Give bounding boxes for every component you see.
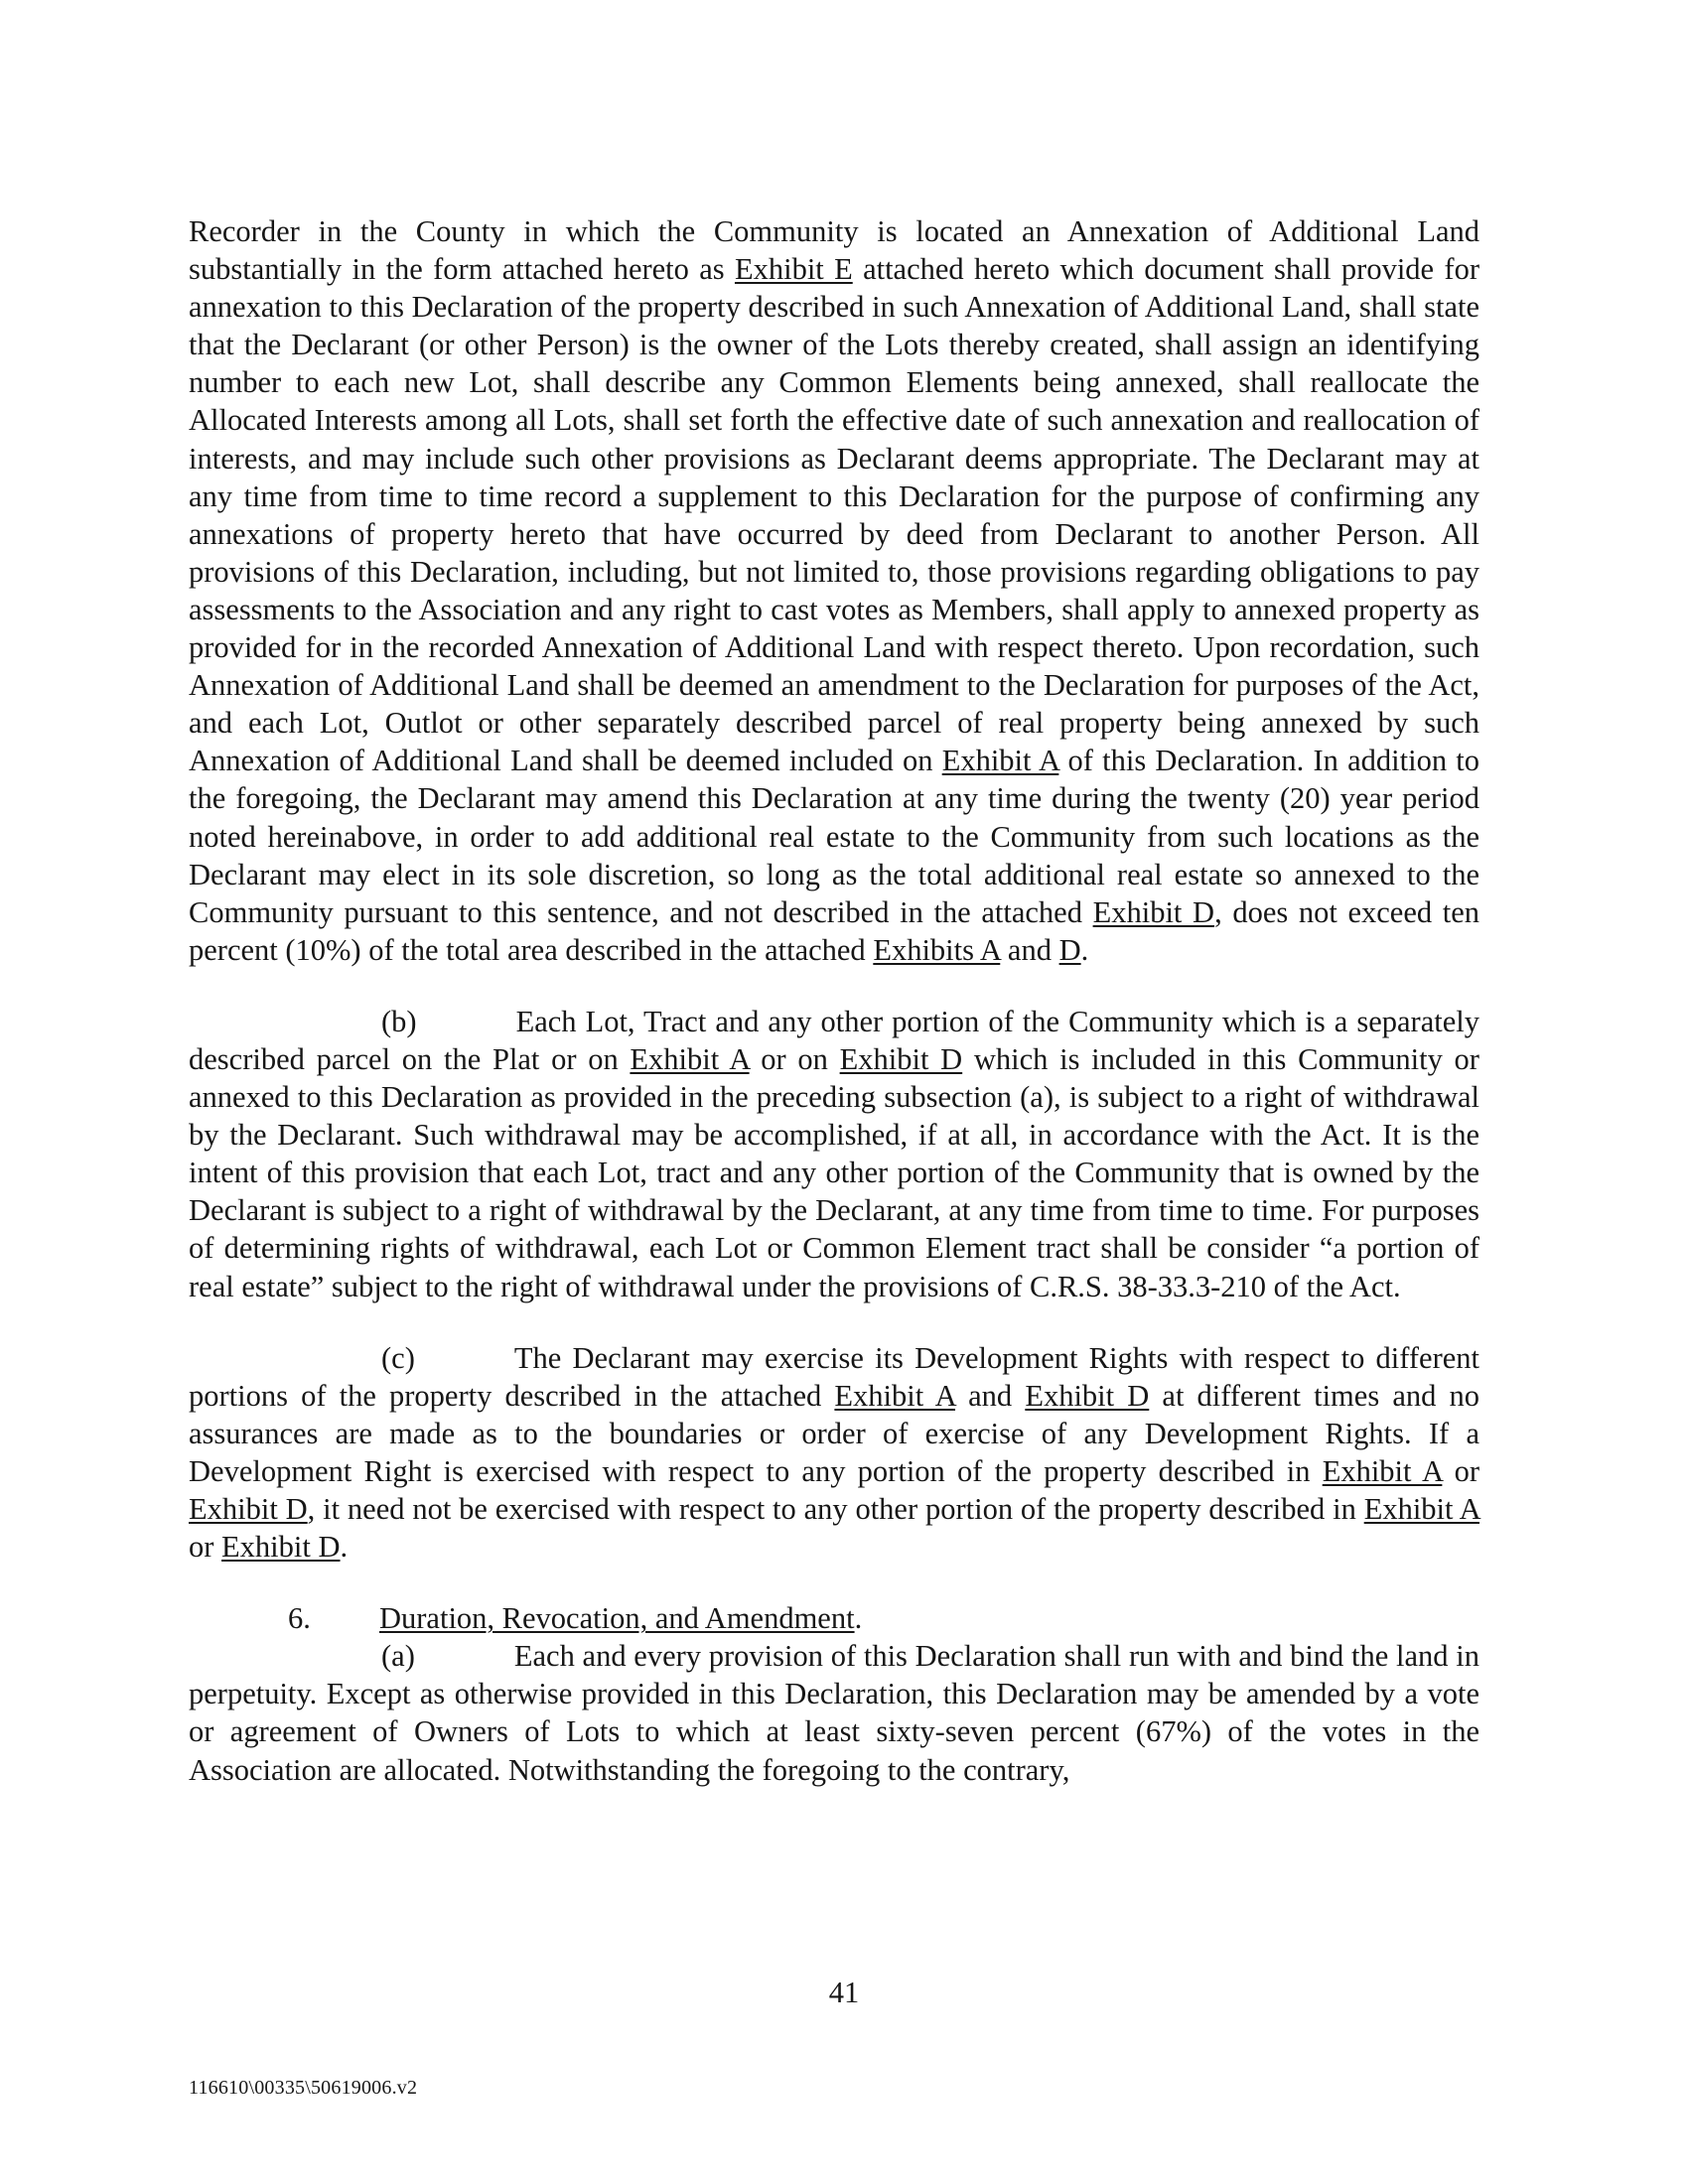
text-run: .	[1080, 932, 1089, 967]
subsection-label: (a)	[381, 1639, 415, 1674]
exhibit-a-reference: Exhibit A	[1322, 1453, 1443, 1488]
text-run: and	[955, 1378, 1026, 1413]
page-number: 41	[828, 1976, 860, 2009]
exhibits-a-reference: Exhibits A	[873, 932, 1001, 967]
section-number: 6.	[288, 1601, 311, 1636]
section-title: Duration, Revocation, and Amendment	[379, 1601, 855, 1636]
text-run: at different times and no assurances are made as to the boundaries or order of exercise of any Development Rights. If a Development Right is exercised with respect to any portion of the property described in	[189, 1378, 1479, 1488]
text-run: Recorder in the County in which the Community is located an Annexation of Additional Land substantially in the form attached hereto as	[189, 214, 1479, 287]
text-run: or	[1442, 1453, 1479, 1488]
text-run: .	[340, 1530, 349, 1565]
exhibit-e-reference: Exhibit E	[734, 252, 853, 287]
paragraph-a-continued	[189, 212, 1479, 969]
exhibit-d-reference: Exhibit D	[221, 1530, 341, 1565]
exhibit-a-reference: Exhibit A	[630, 1041, 750, 1076]
text-run: , it need not be exercised with respect to any other portion of the property described in	[307, 1492, 1364, 1526]
text-run: attached hereto which document shall provide for annexation to this Declaration of the property described in such Annexation of Additional Land, shall state that the Declarant (or other Person) is the owner of the Lots thereby created, shall assign an identifying number to each new Lot, shall describe any Common Elements being annexed, shall reallocate the Allocated Interests among all Lots, shall set forth the effective date of such annexation and reallocation of interests, and may include such other provisions as Declarant deems appropriate. The Declarant may at any time from time to time record a supplement to this Declaration for the purpose of confirming any annexations of property hereto that have occurred by deed from Declarant to another Person. All provisions of this Declaration, including, but not limited to, those provisions regarding obligations to pay assessments to the Association and any right to cast votes as Members, shall apply to annexed property as provided for in the recorded Annexation of Additional Land with respect thereto. Upon recordation, such Annexation of Additional Land shall be deemed an amendment to the Declaration for purposes of the Act, and each Lot, Outlot or other separately described parcel of real property being annexed by such Annexation of Additional Land shall be deemed included on	[189, 252, 1479, 778]
exhibit-d-reference: Exhibit D	[189, 1492, 308, 1526]
text-run: of this Declaration. In addition to the foregoing, the Declarant may amend this Declaration at any time during the twenty (20) year period noted hereinabove, in order to add additional real estate to the Community from such locations as the Declarant may elect in its sole discretion, so long as the total additional real estate so annexed to the Community pursuant to this sentence, and not described in the attached	[189, 744, 1479, 929]
exhibit-a-reference: Exhibit A	[1363, 1492, 1479, 1526]
document-id: 116610\00335\50619006.v2	[189, 2077, 418, 2099]
text-run: , does not exceed ten percent (10%) of the total area described in the attached	[189, 894, 1480, 967]
exhibit-d-reference: Exhibit D	[839, 1041, 963, 1076]
paragraph-c	[189, 1339, 1479, 1567]
text-run: Each Lot, Tract and any other portion of the Community which is a separately described parcel on the Plat or on	[189, 1004, 1479, 1076]
subsection-label: (c)	[381, 1340, 415, 1375]
exhibit-d-reference: Exhibit D	[1092, 894, 1215, 929]
text-run: or on	[749, 1041, 840, 1076]
text-run: or	[189, 1530, 222, 1565]
text-run: .	[854, 1601, 863, 1636]
paragraph-6a	[189, 1637, 1479, 1788]
subsection-label: (b)	[381, 1004, 417, 1038]
text-run: and	[1000, 932, 1059, 967]
exhibit-a-reference: Exhibit A	[941, 744, 1059, 778]
text-run: which is included in this Community or annexed to this Declaration as provided in the preceding subsection (a), is subject to a right of withdrawal by the Declarant. Such withdrawal may be accomplished, if at all, in accordance with the Act. It is the intent of this provision that each Lot, tract and any other portion of the Community that is owned by the Declarant is subject to a right of withdrawal by the Declarant, at any time from time to time. For purposes of determining rights of withdrawal, each Lot or Common Element tract shall be consider “a portion of real estate” subject to the right of withdrawal under the provisions of C.R.S. 38-33.3-210 of the Act.	[189, 1041, 1479, 1303]
exhibit-a-reference: Exhibit A	[834, 1378, 956, 1413]
document-body	[189, 212, 1479, 1789]
paragraph-b	[189, 1003, 1479, 1305]
text-run: Each and every provision of this Declaration shall run with and bind the land in perpetuity. Except as otherwise provided in this Declaration, this Declaration may be amended by a vote or agreement of Owners of Lots to which at least sixty-seven percent (67%) of the votes in the Association are allocated. Notwithstanding the foregoing to the contrary,	[189, 1639, 1479, 1787]
section-6-heading	[189, 1599, 1479, 1637]
text-run: The Declarant may exercise its Development Rights with respect to different portions of the property described in the attached	[189, 1340, 1479, 1413]
exhibit-d-short-reference: D	[1058, 932, 1081, 967]
exhibit-d-reference: Exhibit D	[1025, 1378, 1150, 1413]
